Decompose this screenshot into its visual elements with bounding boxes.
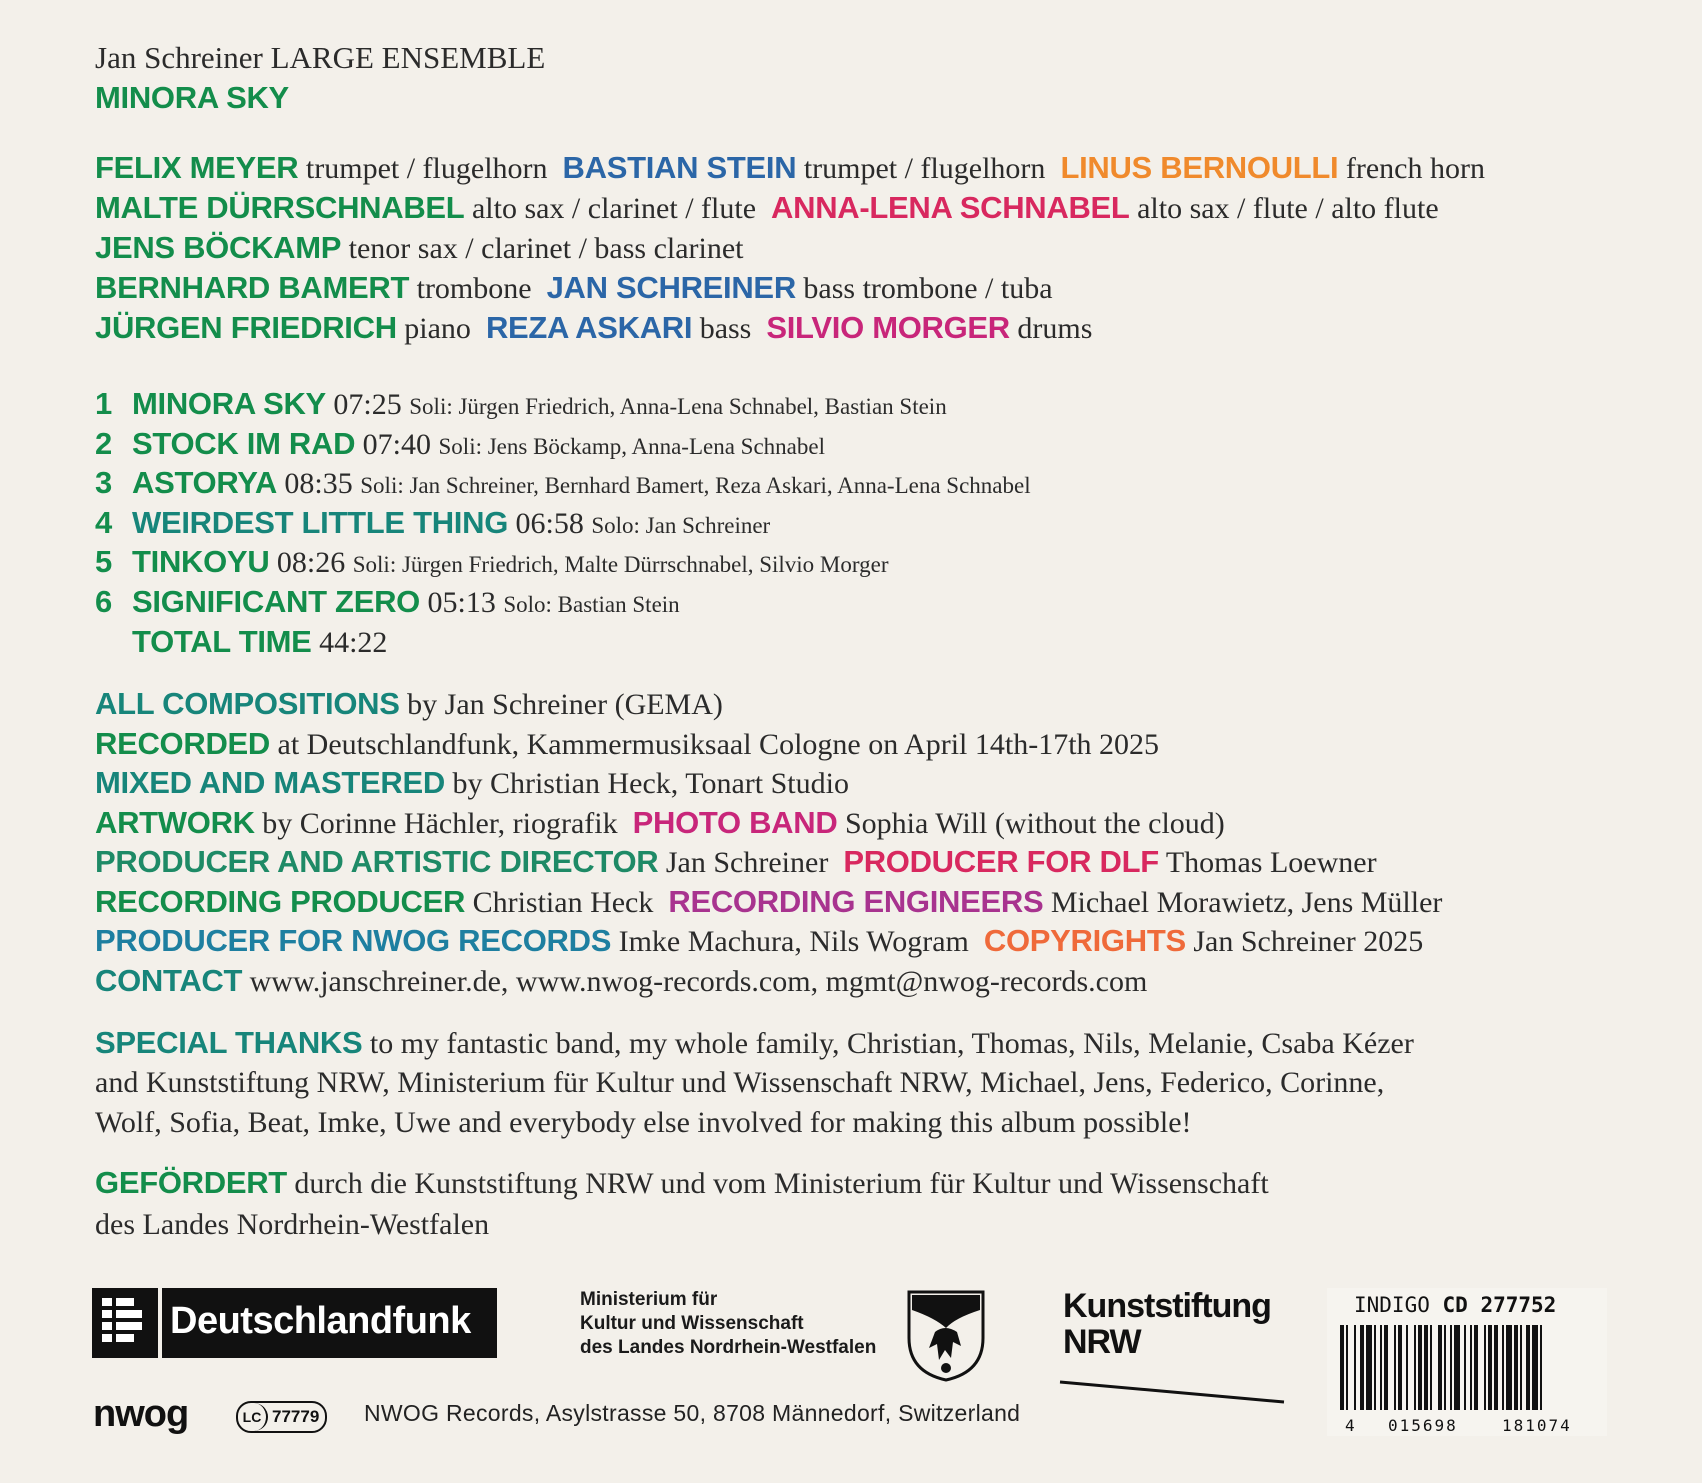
barcode-bars-icon (1340, 1325, 1600, 1410)
credit-row (95, 684, 723, 725)
musician-name: JAN SCHREINER (546, 270, 796, 305)
credit-label: PRODUCER AND ARTISTIC DIRECTOR (95, 844, 659, 879)
credit-text: by Corinne Hächler, riografik (262, 806, 618, 840)
musician-instrument: trumpet / flugelhorn (305, 152, 548, 185)
label-code-badge (236, 1401, 327, 1433)
track-number: 3 (95, 465, 112, 501)
credit-label: RECORDED (95, 725, 271, 761)
track-soli: Soli: Jürgen Friedrich, Anna-Lena Schnabel, Bastian Stein (409, 394, 947, 419)
musician-name: JENS BÖCKAMP (95, 230, 342, 265)
track-number: 1 (95, 386, 112, 421)
nrw-coat-of-arms-icon (905, 1288, 987, 1382)
credit-text: Thomas Loewner (1165, 846, 1377, 879)
track-soli: Solo: Bastian Stein (503, 592, 680, 617)
musician-instrument: trombone (416, 272, 532, 305)
artist-title: Jan Schreiner LARGE ENSEMBLE (95, 40, 546, 75)
credit-text: Jan Schreiner 2025 (1193, 925, 1424, 958)
total-time-label: TOTAL TIME (132, 624, 312, 659)
track-row (95, 503, 770, 546)
track-soli: Soli: Jan Schreiner, Bernhard Bamert, Reza Askari, Anna-Lena Schnabel (360, 473, 1031, 499)
musician-instrument: alto sax / flute / alto flute (1137, 192, 1439, 225)
musician-instrument: trumpet / flugelhorn (803, 152, 1046, 185)
track-number: 5 (95, 544, 112, 580)
musician-name: JÜRGEN FRIEDRICH (95, 310, 397, 345)
ministry-line-1: Ministerium für (580, 1289, 718, 1310)
funding-label: GEFÖRDERT (95, 1165, 287, 1200)
ministry-line-2: Kultur und Wissenschaft (580, 1313, 804, 1334)
track-row (95, 463, 1031, 506)
track-number: 4 (95, 504, 112, 540)
track-time: 06:58 (515, 506, 584, 540)
credit-text: Michael Morawietz, Jens Müller (1050, 885, 1443, 919)
track-title: TINKOYU (132, 544, 270, 580)
credit-label: PRODUCER FOR DLF (843, 844, 1159, 879)
musician-row (95, 148, 1485, 189)
musician-name: ANNA-LENA SCHNABEL (771, 190, 1130, 225)
barcode-digits-left: 015698 (1388, 1416, 1458, 1435)
lc-number: 77779 (272, 1407, 320, 1426)
barcode-digit-first: 4 (1345, 1416, 1355, 1435)
credit-text: by Jan Schreiner (GEMA) (407, 688, 723, 721)
credit-row (95, 882, 1442, 923)
album-title: MINORA SKY (95, 80, 289, 115)
track-row (95, 582, 680, 625)
musician-row (95, 268, 1053, 309)
credit-label: RECORDING PRODUCER (95, 883, 466, 919)
musician-name: BERNHARD BAMERT (95, 270, 410, 305)
credit-text: at Deutschlandfunk, Kammermusiksaal Cologne on April 14th-17th 2025 (277, 727, 1160, 761)
track-row (95, 384, 947, 427)
credit-text: by Christian Heck, Tonart Studio (452, 767, 849, 800)
track-row (95, 542, 889, 585)
musician-instrument: piano (404, 312, 471, 345)
musician-name: LINUS BERNOULLI (1060, 150, 1339, 185)
nwog-logo: nwog (93, 1393, 189, 1435)
musician-instrument: tenor sax / clarinet / bass clarinet (348, 232, 744, 265)
credit-label: RECORDING ENGINEERS (668, 883, 1044, 919)
ministry-logo-text (580, 1288, 876, 1360)
funding-line-1 (95, 1163, 1269, 1204)
kunststiftung-line-1: Kunststiftung (1063, 1287, 1271, 1325)
track-time: 08:26 (276, 546, 346, 580)
musician-name: REZA ASKARI (485, 310, 693, 345)
musician-instrument: bass trombone / tuba (803, 272, 1053, 305)
kunststiftung-line-2: NRW (1063, 1323, 1141, 1361)
credit-row (95, 961, 1147, 1002)
track-time: 08:35 (284, 467, 353, 501)
deutschlandfunk-logo (92, 1288, 497, 1358)
track-title: ASTORYA (132, 465, 277, 501)
track-row (95, 424, 825, 467)
track-title: STOCK IM RAD (132, 425, 356, 461)
credit-label: ALL COMPOSITIONS (95, 686, 400, 721)
musician-name: BASTIAN STEIN (562, 150, 797, 185)
musician-instrument: alto sax / clarinet / flute (471, 192, 757, 225)
lc-prefix: LC (238, 1403, 268, 1431)
track-soli: Soli: Jürgen Friedrich, Malte Dürrschnabel, Silvio Morger (352, 552, 889, 578)
thanks-line-3: Wolf, Sofia, Beat, Imke, Uwe and everybody else involved for making this album possible! (95, 1106, 1192, 1139)
track-time: 05:13 (427, 586, 496, 619)
thanks-label: SPECIAL THANKS (95, 1025, 363, 1060)
musician-instrument: drums (1017, 312, 1093, 345)
barcode-catalog-number: CD 277752 (1442, 1293, 1557, 1317)
track-time: 07:25 (333, 388, 402, 421)
track-title: WEIRDEST LITTLE THING (132, 504, 509, 540)
funding-line-2: des Landes Nordrhein-Westfalen (95, 1208, 490, 1241)
dlf-wordmark: Deutschlandfunk (170, 1300, 471, 1342)
thanks-line-2: and Kunststiftung NRW, Ministerium für Kultur und Wissenschaft NRW, Michael, Jens, Federico, Corinne, (95, 1066, 1385, 1099)
credit-row (95, 842, 1377, 883)
track-number: 2 (95, 425, 112, 461)
kunststiftung-logo (1063, 1288, 1271, 1360)
credit-row (95, 724, 1159, 765)
credit-row (95, 921, 1423, 962)
kunststiftung-underline-icon (1058, 1378, 1288, 1408)
credit-text: www.janschreiner.de, www.nwog-records.com, mgmt@nwog-records.com (249, 964, 1148, 998)
total-time-value: 44:22 (319, 626, 388, 659)
musician-instrument: bass (699, 312, 752, 345)
musician-name: MALTE DÜRRSCHNABEL (95, 190, 465, 225)
credit-label: PHOTO BAND (632, 804, 838, 840)
track-title: SIGNIFICANT ZERO (132, 584, 420, 619)
musician-name: FELIX MEYER (95, 150, 299, 185)
credit-label: CONTACT (95, 962, 243, 998)
track-soli: Solo: Jan Schreiner (591, 512, 771, 538)
barcode-digits-right: 181074 (1502, 1416, 1572, 1435)
credit-label: ARTWORK (95, 804, 255, 840)
credit-text: Christian Heck (472, 885, 654, 919)
credit-text: Imke Machura, Nils Wogram (618, 925, 969, 958)
track-time: 07:40 (362, 427, 432, 461)
credit-row (95, 803, 1225, 844)
musician-instrument: french horn (1345, 152, 1485, 185)
credit-row (95, 763, 849, 804)
musician-row (95, 228, 744, 269)
credit-label: PRODUCER FOR NWOG RECORDS (95, 923, 612, 958)
musician-row (95, 308, 1092, 349)
ministry-line-3: des Landes Nordrhein-Westfalen (580, 1337, 877, 1358)
thanks-line-1 (95, 1023, 1414, 1064)
credit-label: MIXED AND MASTERED (95, 765, 445, 800)
dlf-mark-icon (102, 1296, 154, 1350)
musician-name: SILVIO MORGER (766, 310, 1010, 345)
funding-text-1: durch die Kunststiftung NRW und vom Ministerium für Kultur und Wissenschaft (294, 1167, 1269, 1200)
barcode-label (1354, 1293, 1556, 1317)
thanks-text-1: to my fantastic band, my whole family, Christian, Thomas, Nils, Melanie, Csaba Kézer (369, 1027, 1414, 1060)
barcode-label-prefix: INDIGO (1354, 1293, 1443, 1317)
track-number: 6 (95, 584, 112, 619)
total-time (95, 622, 387, 663)
track-title: MINORA SKY (132, 386, 326, 421)
musician-row (95, 188, 1439, 229)
nwog-address: NWOG Records, Asylstrasse 50, 8708 Männedorf, Switzerland (364, 1400, 1021, 1426)
credit-text: Jan Schreiner (665, 846, 829, 879)
credit-label: COPYRIGHTS (983, 923, 1186, 958)
credit-text: Sophia Will (without the cloud) (844, 806, 1225, 840)
track-soli: Soli: Jens Böckamp, Anna-Lena Schnabel (438, 433, 825, 459)
